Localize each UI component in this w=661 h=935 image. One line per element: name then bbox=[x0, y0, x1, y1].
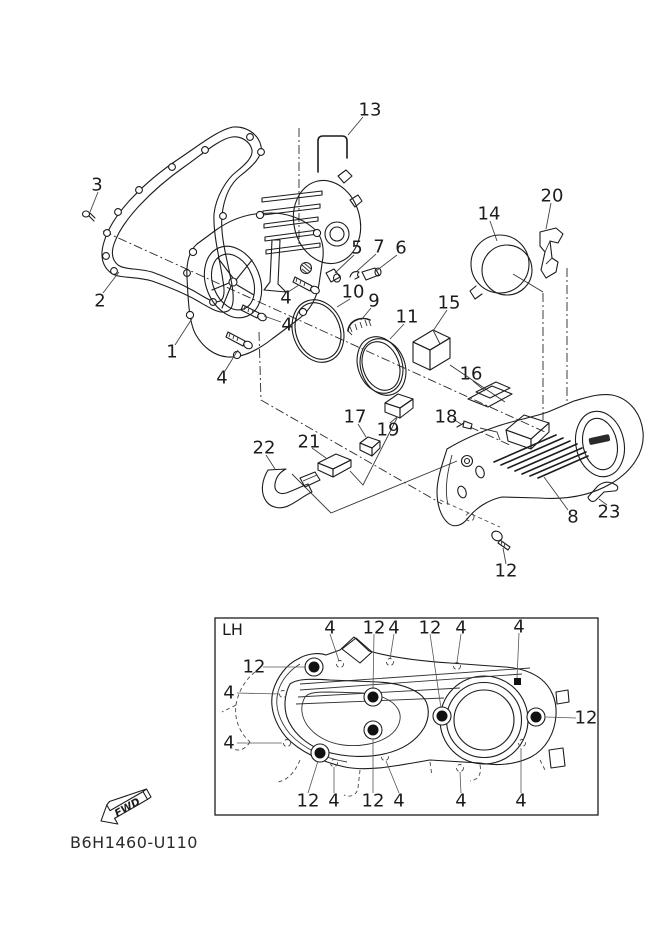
part-callout-4: 4 bbox=[280, 287, 292, 309]
part-callout-13: 13 bbox=[358, 99, 382, 121]
part-callout-4: 4 bbox=[515, 790, 527, 812]
part-callout-4: 4 bbox=[328, 790, 340, 812]
part-14-cap bbox=[470, 235, 532, 299]
part-callout-12: 12 bbox=[494, 560, 518, 582]
part-callout-11: 11 bbox=[395, 306, 419, 328]
part-callout-15: 15 bbox=[437, 292, 461, 314]
part-callout-12: 12 bbox=[242, 656, 266, 678]
bolt-4-middle bbox=[241, 305, 268, 322]
part-5-bushing bbox=[326, 269, 341, 282]
part-callout-7: 7 bbox=[373, 236, 385, 258]
part-callout-4: 4 bbox=[455, 617, 467, 639]
part-callout-4: 4 bbox=[223, 732, 235, 754]
part-15-damper-block bbox=[413, 330, 450, 370]
inset-view-label: LH bbox=[222, 620, 243, 639]
part-23-key bbox=[588, 482, 618, 501]
part-13-wire-guide bbox=[318, 136, 347, 172]
part-callout-2: 2 bbox=[94, 290, 106, 312]
part-callout-17: 17 bbox=[343, 406, 367, 428]
diagram-code: B6H1460-U110 bbox=[70, 833, 198, 852]
part-callout-21: 21 bbox=[297, 431, 321, 453]
part-callout-12: 12 bbox=[361, 790, 385, 812]
leader-lines-main bbox=[90, 117, 607, 564]
part-callout-22: 22 bbox=[252, 437, 276, 459]
part-7-clip bbox=[350, 272, 359, 279]
part-callout-3: 3 bbox=[91, 174, 103, 196]
part-callout-12: 12 bbox=[418, 617, 442, 639]
part-callout-12: 12 bbox=[296, 790, 320, 812]
part-18-clip bbox=[457, 421, 472, 429]
part-callout-5: 5 bbox=[351, 237, 363, 259]
fwd-arrow-label: FWD bbox=[112, 795, 143, 820]
fwd-arrow bbox=[101, 789, 151, 824]
part-12-screw bbox=[490, 529, 510, 550]
part-11-seal bbox=[349, 330, 413, 402]
part-callout-19: 19 bbox=[376, 419, 400, 441]
part-1-kick-cover bbox=[186, 211, 323, 358]
part-2-gasket bbox=[102, 127, 264, 312]
part-callout-9: 9 bbox=[368, 290, 380, 312]
inset-lh-view bbox=[215, 618, 598, 815]
part-9-spring-washer bbox=[348, 318, 371, 335]
part-callout-4: 4 bbox=[388, 617, 400, 639]
part-callout-20: 20 bbox=[540, 185, 564, 207]
part-callout-4: 4 bbox=[455, 790, 467, 812]
alignment-lines bbox=[103, 128, 567, 513]
part-callout-12: 12 bbox=[362, 617, 386, 639]
part-callout-8: 8 bbox=[567, 506, 579, 528]
part-callout-4: 4 bbox=[216, 367, 228, 389]
part-3-screw bbox=[83, 211, 96, 221]
part-callout-23: 23 bbox=[597, 501, 621, 523]
part-callout-18: 18 bbox=[434, 406, 458, 428]
callout-layer-main bbox=[91, 100, 620, 582]
part-20-bracket bbox=[540, 228, 563, 278]
part-callout-16: 16 bbox=[459, 363, 483, 385]
part-callout-4: 4 bbox=[324, 617, 336, 639]
part-callout-10: 10 bbox=[341, 281, 365, 303]
bolt-4-lower bbox=[226, 332, 254, 350]
part-callout-1: 1 bbox=[166, 341, 178, 363]
part-callout-14: 14 bbox=[477, 203, 501, 225]
part-callout-4: 4 bbox=[281, 314, 293, 336]
part-16-pad bbox=[468, 382, 512, 407]
part-19-damper bbox=[385, 394, 413, 418]
part-callout-4: 4 bbox=[513, 616, 525, 638]
part-callout-4: 4 bbox=[393, 790, 405, 812]
part-22-duct bbox=[262, 469, 320, 508]
part-callout-4: 4 bbox=[223, 682, 235, 704]
part-callout-6: 6 bbox=[395, 237, 407, 259]
part-callout-12: 12 bbox=[574, 707, 598, 729]
part-21-pad bbox=[318, 454, 351, 477]
